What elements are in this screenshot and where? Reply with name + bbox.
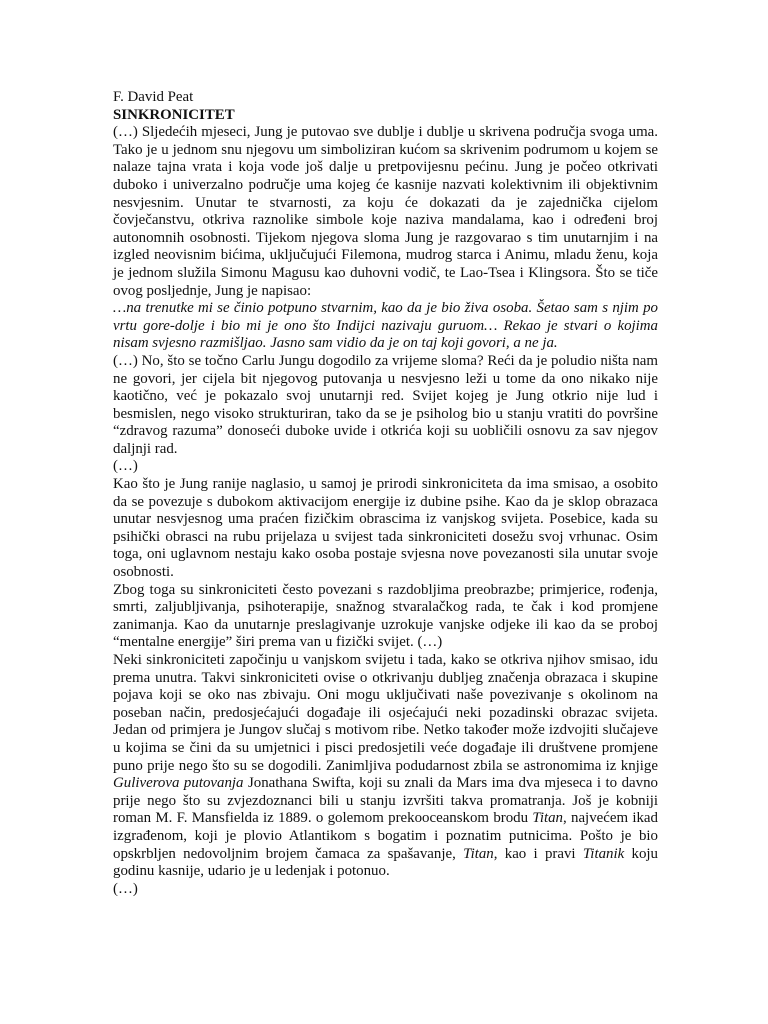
author-name: F. David Peat	[113, 89, 194, 105]
ship-name: Titan	[532, 810, 563, 827]
document-page	[113, 89, 658, 898]
book-title: Guliverova putovanja	[113, 775, 244, 792]
jung-quote: …na trenutke mi se činio potpuno stvarnim, kao da je bio živa osoba. Šetao sam s njim po vrtu gore-dolje i bio mi je ono što Indijci nazivaju guruom… Rekao je stvari o kojima nisam svjesno razmišljao. Jasno sam vidio da je on taj koji govori, a ne ja.	[113, 300, 658, 352]
paragraph-2: (…) No, što se točno Carlu Jungu dogodilo za vrijeme sloma? Reći da je poludio ništa nam ne govori, jer cijela bit njegovog putovanja u nesvjesno leži u tome da ono nikako nije kaotično, već je pokazalo svoj unutarnji red. Svijet kojeg je Jung otkrio nije lud i besmislen, nego visoko strukturiran, tako da se je psiholog bio u stanju vratiti do površine “zdravog razuma” donoseći duboke uvide i otkrića koji su uobličili osnovu za sav njegov daljnji rad.	[113, 352, 658, 457]
paragraph-5	[113, 652, 658, 881]
paragraph-5-part-b: Jonathana Swifta, koji su znali da Mars ima dva mjeseca i to davno prije nego što su zvjezdoznanci bili u stanju izvršiti takva promatranja. Još je kobniji roman M. F. Mansfielda iz 1889. o golemom prekooceanskom brodu	[113, 775, 658, 827]
paragraph-5-part-c: , najvećem ikad izgrađenom, koji je plovio Atlantikom s bogatim i poznatim putnicima. Pošto je bio opskrbljen nedovoljnim brojem čamaca za spašavanje,	[113, 810, 658, 862]
paragraph-4: Zbog toga su sinkroniciteti često povezani s razdobljima preobrazbe; primjerice, rođenja, smrti, zaljubljivanja, psihoterapije, snažnog stvaralačkog rada, te čak i kod promjene zanimanja. Kao da unutarnje preslagivanje uzrokuje vanjske odjeke ili kao da se proboj “mentalne energije” širi prema van u fizički svijet. (…)	[113, 581, 658, 651]
ellipsis-2: (…)	[113, 880, 138, 897]
paragraph-5-part-e: koju godinu kasnije, udario je u ledenjak i potonuo.	[113, 845, 658, 880]
paragraph-3: Kao što je Jung ranije naglasio, u samoj je prirodi sinkroniciteta da ima smisao, a osobito da se povezuje s dubokom aktivacijom energije iz dubine psihe. Kao da je sklop obrazaca unutar nesvjesnog uma praćen fizičkim obrascima iz vanjskog svijeta. Posebice, kada su psihički obrasci na rubu prijelaza u svijest tada sinkroniciteti dosežu svoj vrhunac. Osim toga, oni uglavnom nestaju kako osoba postaje svjesna nove povezanosti sila unutar svoje osobnosti.	[113, 476, 658, 581]
ship-name-titanik: Titanik	[582, 845, 625, 862]
paragraph-5-part-d: , kao i pravi	[493, 845, 583, 862]
document-title: SINKRONICITET	[113, 106, 235, 123]
ship-name: Titan	[463, 845, 494, 862]
paragraph-5-part-a: Neki sinkroniciteti započinju u vanjskom svijetu i tada, kako se otkriva njihov smisao, idu prema unutra. Takvi sinkroniciteti ovise o otkrivanju dubljeg značenja obrazaca i skupine pojava koji se oko nas zbivaju. Oni mogu uključivati naše povezivanje s okolinom na poseban način, predosjećajući događaje ili osjećajući neki pozadinski obrazac svijeta. Jedan od primjera je Jungov slučaj s motivom ribe. Netko također može izdvojiti slučajeve u kojima se čini da su umjetnici i pisci predosjetili veće događaje ili društvene promjene puno prije nego što su se dogodili. Zanimljiva podudarnost zbila se astronomima iz knjige	[113, 652, 658, 774]
ellipsis-1: (…)	[113, 458, 138, 475]
paragraph-1: (…) Sljedećih mjeseci, Jung je putovao sve dublje i dublje u skrivena područja svoga uma. Tako je u jednom snu njegovu um simboliziran kućom sa skrivenim podrumom u kojem se nalaze tajna vrata i koja vode još dalje u pretpovijesnu pećinu. Jung je počeo otkrivati duboko i univerzalno područje uma kojeg će kasnije nazvati kolektivnim ili objektivnim nesvjesnim. Unutar te stvarnosti, za koju će dokazati da je zajednička cijelom čovječanstvu, otkriva raznolike simbole koje naziva mandalama, kao i određeni broj autonomnih osobnosti. Tijekom njegova sloma Jung je razgovarao s tim unutarnjim i na izgled neovisnim bićima, uključujući Filemona, mudrog starca i Animu, mladu ženu, koja je jednom služila Simonu Magusu kao duhovni vodič, te Lao-Tsea i Klingsora. Što se tiče ovog posljednje, Jung je napisao:	[113, 124, 658, 299]
